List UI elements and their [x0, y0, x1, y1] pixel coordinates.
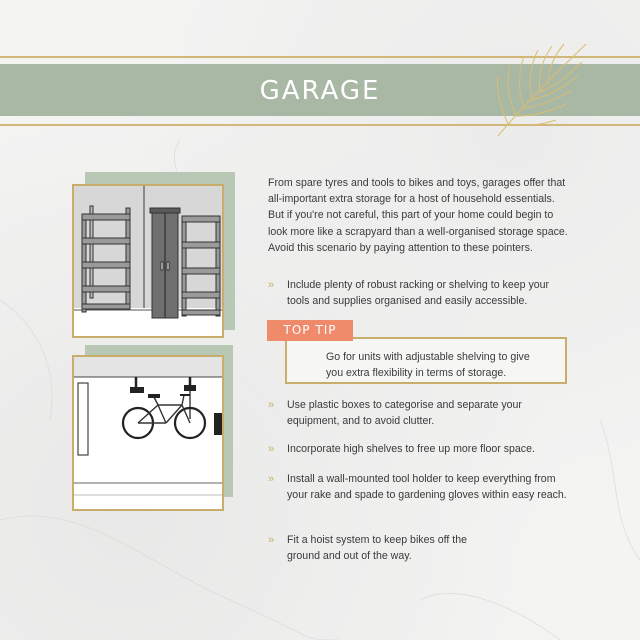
- bullet-marker: »: [268, 443, 275, 455]
- top-tip-label: TOP TIP: [267, 320, 353, 341]
- tip-text: Incorporate high shelves to free up more floor space.: [287, 443, 535, 455]
- garage-shelving-illustration: [72, 184, 224, 338]
- list-item: [268, 277, 568, 309]
- tip-text: Use plastic boxes to categorise and separate your equipment, and to avoid clutter.: [287, 399, 522, 428]
- list-item: [268, 532, 568, 564]
- bullet-marker: »: [268, 534, 275, 546]
- list-item: [268, 471, 568, 503]
- page-title: GARAGE: [259, 76, 381, 106]
- bullet-marker: »: [268, 399, 275, 411]
- list-item: [268, 397, 568, 429]
- palm-leaf-icon: [478, 36, 598, 146]
- tip-text: Fit a hoist system to keep bikes off the ground and out of the way.: [287, 534, 467, 563]
- bullet-marker: »: [268, 279, 275, 291]
- tip-text: Include plenty of robust racking or shelving to keep your tools and supplies organised and easily accessible.: [287, 279, 550, 308]
- tip-text: Install a wall-mounted tool holder to keep everything from your rake and spade to gardening gloves within easy reach.: [287, 473, 567, 502]
- intro-paragraph: From spare tyres and tools to bikes and toys, garages offer that all-important extra storage for a host of household essentials. But if you're not careful, this part of your home could begin to look more like a scrapyard than a well-organised storage space. Avoid this scenario by paying attention to these pointers.: [268, 177, 568, 254]
- bike-hoist-illustration: [72, 355, 224, 511]
- top-tip-text: Go for units with adjustable shelving to give you extra flexibility in terms of storage.: [326, 351, 530, 379]
- bullet-marker: »: [268, 473, 275, 485]
- list-item: [268, 441, 568, 457]
